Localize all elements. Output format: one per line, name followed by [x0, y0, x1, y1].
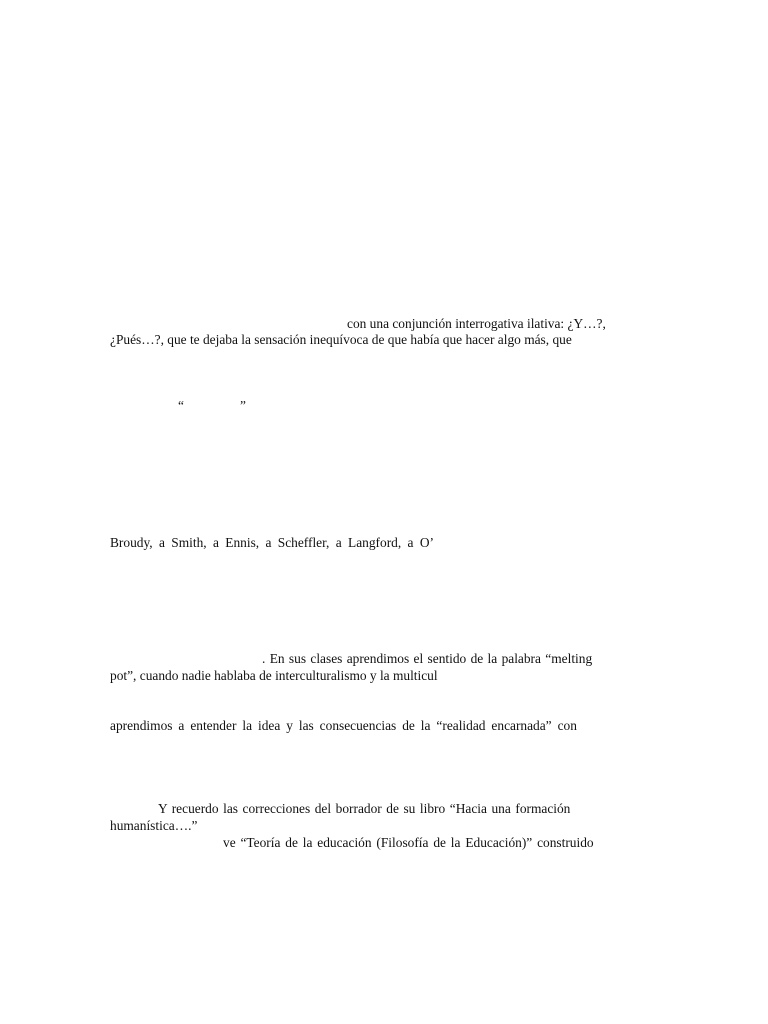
- text-line-recuerdo: Y recuerdo las correcciones del borrador de su libro “Hacia una formación: [158, 801, 571, 816]
- text-line-teoria: ve “Teoría de la educación (Filosofía de la Educación)” construido: [223, 835, 594, 850]
- text-line-humanistica: humanística….”: [110, 818, 198, 833]
- text-line-melting: . En sus clases aprendimos el sentido de la palabra “melting: [262, 651, 593, 666]
- close-quote: ”: [240, 398, 246, 413]
- text-line-2: ¿Pués…?, que te dejaba la sensación inequívoca de que había que hacer algo más, que: [110, 332, 572, 347]
- text-line-pot: pot”, cuando nadie hablaba de interculturalismo y la multicul: [110, 668, 438, 683]
- text-line-1: con una conjunción interrogativa ilativa: ¿Y…?,: [347, 316, 606, 331]
- open-quote: “: [178, 398, 184, 413]
- text-line-realidad: aprendimos a entender la idea y las consecuencias de la “realidad encarnada” con: [110, 718, 577, 733]
- text-line-names: Broudy, a Smith, a Ennis, a Scheffler, a Langford, a O’: [110, 535, 434, 550]
